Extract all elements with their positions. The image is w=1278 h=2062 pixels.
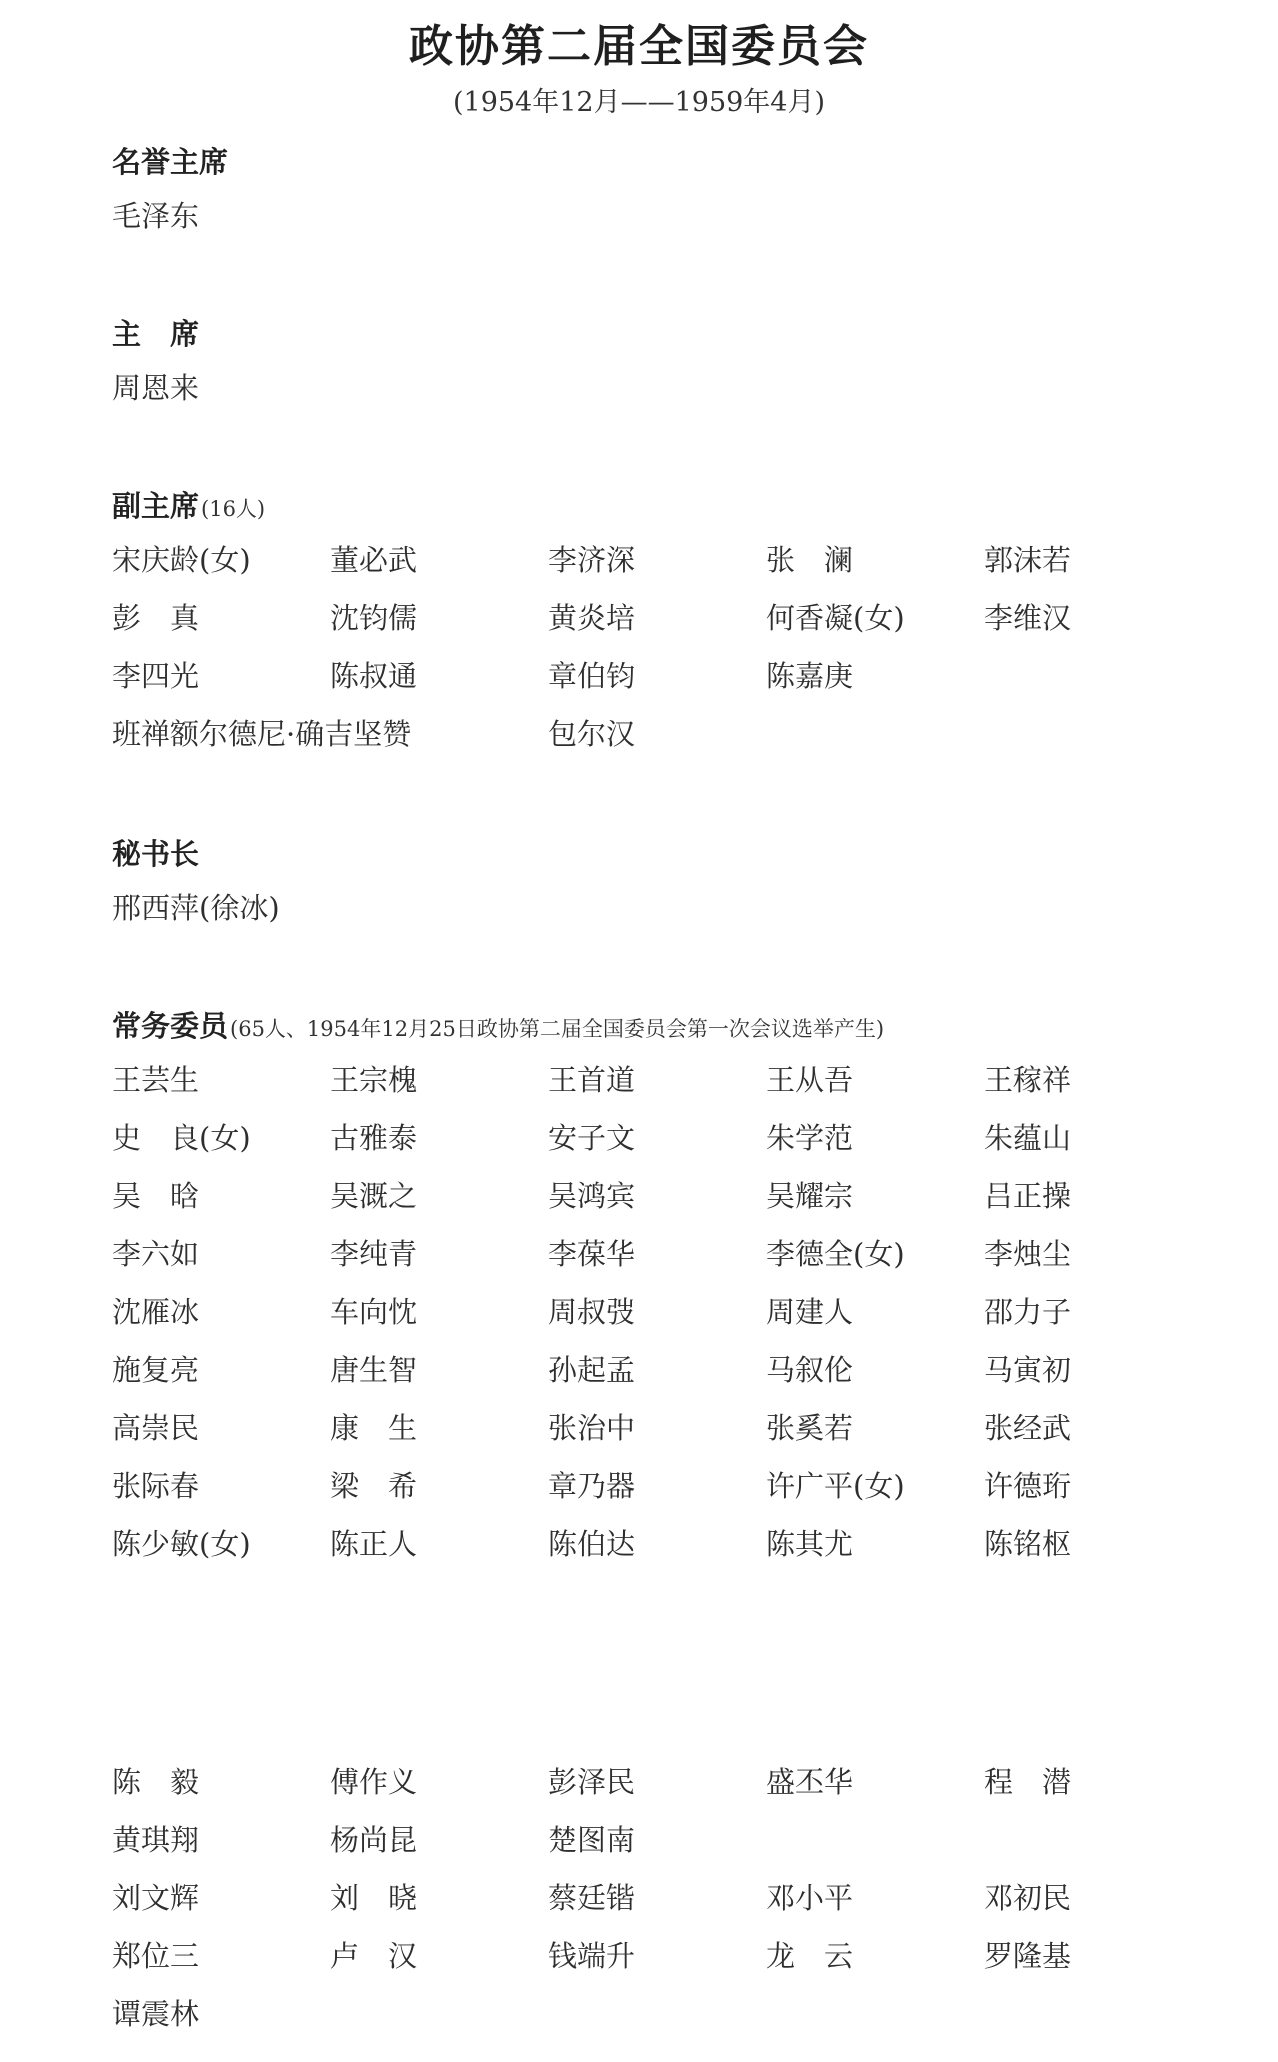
name-row	[112, 598, 1212, 638]
member-name: 刘文辉	[112, 1881, 200, 1915]
member-name: 安子文	[548, 1121, 636, 1155]
member-name: 陈 毅	[112, 1765, 200, 1799]
member-name: 李德全(女)	[766, 1237, 905, 1271]
member-name: 刘 晓	[330, 1881, 418, 1915]
member-name: 陈铭枢	[984, 1527, 1072, 1561]
member-name: 张际春	[112, 1469, 200, 1503]
member-name: 何香凝(女)	[766, 601, 905, 635]
section-note: (65人、1954年12月25日政协第二届全国委员会第一次会议选举产生)	[230, 1017, 885, 1041]
name-row	[112, 1292, 1212, 1332]
member-name: 周建人	[766, 1295, 854, 1329]
member-name: 李葆华	[548, 1237, 636, 1271]
member-name: 陈嘉庚	[766, 659, 854, 693]
member-name: 马寅初	[984, 1353, 1072, 1387]
name-row	[112, 368, 1212, 408]
section-note: (16人)	[201, 497, 266, 521]
name-row	[112, 1350, 1212, 1390]
name-row	[112, 1878, 1212, 1918]
member-name: 古雅泰	[330, 1121, 418, 1155]
member-name: 周叔弢	[548, 1295, 636, 1329]
member-name: 李六如	[112, 1237, 200, 1271]
member-name: 杨尚昆	[330, 1823, 418, 1857]
name-row	[112, 888, 1212, 928]
member-name: 李纯青	[330, 1237, 418, 1271]
member-name: 周恩来	[112, 371, 200, 405]
member-name: 马叙伦	[766, 1353, 854, 1387]
member-name: 吴 晗	[112, 1179, 200, 1213]
member-name: 张治中	[548, 1411, 636, 1445]
member-name: 吴溉之	[330, 1179, 418, 1213]
member-name: 王宗槐	[330, 1063, 418, 1097]
member-name: 邢西萍(徐冰)	[112, 891, 280, 925]
member-name: 宋庆龄(女)	[112, 543, 251, 577]
member-name: 邵力子	[984, 1295, 1072, 1329]
member-name: 吴鸿宾	[548, 1179, 636, 1213]
member-name: 陈正人	[330, 1527, 418, 1561]
name-row	[112, 1466, 1212, 1506]
member-name: 楚图南	[548, 1823, 636, 1857]
member-name: 李济深	[548, 543, 636, 577]
member-name: 朱蕴山	[984, 1121, 1072, 1155]
name-row	[112, 1762, 1212, 1802]
member-name: 邓小平	[766, 1881, 854, 1915]
name-row	[112, 1060, 1212, 1100]
member-name: 史 良(女)	[112, 1121, 251, 1155]
member-name: 陈其尤	[766, 1527, 854, 1561]
name-row	[112, 1524, 1212, 1564]
member-name: 沈钧儒	[330, 601, 418, 635]
section-heading-chair	[112, 312, 199, 353]
section-heading-honorary-chair	[112, 140, 228, 181]
member-name: 谭震林	[112, 1997, 200, 2031]
name-row	[112, 1936, 1212, 1976]
member-name: 孙起孟	[548, 1353, 636, 1387]
member-name: 董必武	[330, 543, 418, 577]
member-name: 车向忱	[330, 1295, 418, 1329]
name-row	[112, 1820, 1212, 1860]
member-name: 李烛尘	[984, 1237, 1072, 1271]
section-heading-vice-chairs	[112, 484, 265, 525]
member-name: 卢 汉	[330, 1939, 418, 1973]
member-name: 班禅额尔德尼·确吉坚赞	[112, 717, 412, 751]
member-name: 陈少敏(女)	[112, 1527, 251, 1561]
section-title: 常务委员	[112, 1009, 229, 1043]
member-name: 傅作义	[330, 1765, 418, 1799]
section-heading-secretary-general	[112, 832, 199, 873]
member-name: 郭沫若	[984, 543, 1072, 577]
member-name: 唐生智	[330, 1353, 418, 1387]
member-name: 彭泽民	[548, 1765, 636, 1799]
member-name: 王稼祥	[984, 1063, 1072, 1097]
member-name: 毛泽东	[112, 199, 200, 233]
section-heading-standing-members	[112, 1004, 884, 1045]
member-name: 包尔汉	[548, 717, 636, 751]
member-name: 张 澜	[766, 543, 854, 577]
member-name: 章伯钧	[548, 659, 636, 693]
name-row	[112, 540, 1212, 580]
page-subtitle: (1954年12月——1959年4月)	[452, 87, 826, 118]
member-name: 陈叔通	[330, 659, 418, 693]
member-name: 李维汉	[984, 601, 1072, 635]
member-name: 盛丕华	[766, 1765, 854, 1799]
member-name: 王首道	[548, 1063, 636, 1097]
member-name: 施复亮	[112, 1353, 200, 1387]
member-name: 王芸生	[112, 1063, 200, 1097]
member-name: 张奚若	[766, 1411, 854, 1445]
section-title: 副主席	[112, 489, 200, 523]
name-row	[112, 1994, 1212, 2034]
member-name: 龙 云	[766, 1939, 854, 1973]
name-row	[112, 1408, 1212, 1448]
name-row	[112, 714, 1212, 754]
member-name: 郑位三	[112, 1939, 200, 1973]
section-title: 主 席	[112, 317, 200, 351]
section-title: 秘书长	[112, 837, 200, 871]
member-name: 李四光	[112, 659, 200, 693]
member-name: 高崇民	[112, 1411, 200, 1445]
member-name: 蔡廷锴	[548, 1881, 636, 1915]
member-name: 程 潜	[984, 1765, 1072, 1799]
member-name: 沈雁冰	[112, 1295, 200, 1329]
name-row	[112, 656, 1212, 696]
member-name: 张经武	[984, 1411, 1072, 1445]
member-name: 陈伯达	[548, 1527, 636, 1561]
name-row	[112, 1118, 1212, 1158]
name-row	[112, 1234, 1212, 1274]
name-row	[112, 196, 1212, 236]
member-name: 钱端升	[548, 1939, 636, 1973]
member-name: 王从吾	[766, 1063, 854, 1097]
member-name: 罗隆基	[984, 1939, 1072, 1973]
member-name: 黄炎培	[548, 601, 636, 635]
member-name: 梁 希	[330, 1469, 418, 1503]
member-name: 吕正操	[984, 1179, 1072, 1213]
member-name: 许广平(女)	[766, 1469, 905, 1503]
section-title: 名誉主席	[112, 145, 229, 179]
name-row	[112, 1176, 1212, 1216]
member-name: 邓初民	[984, 1881, 1072, 1915]
member-name: 吴耀宗	[766, 1179, 854, 1213]
member-name: 章乃器	[548, 1469, 636, 1503]
member-name: 康 生	[330, 1411, 418, 1445]
member-name: 黄琪翔	[112, 1823, 200, 1857]
member-name: 许德珩	[984, 1469, 1072, 1503]
member-name: 彭 真	[112, 601, 200, 635]
member-name: 朱学范	[766, 1121, 854, 1155]
page-title: 政协第二届全国委员会	[409, 21, 869, 72]
